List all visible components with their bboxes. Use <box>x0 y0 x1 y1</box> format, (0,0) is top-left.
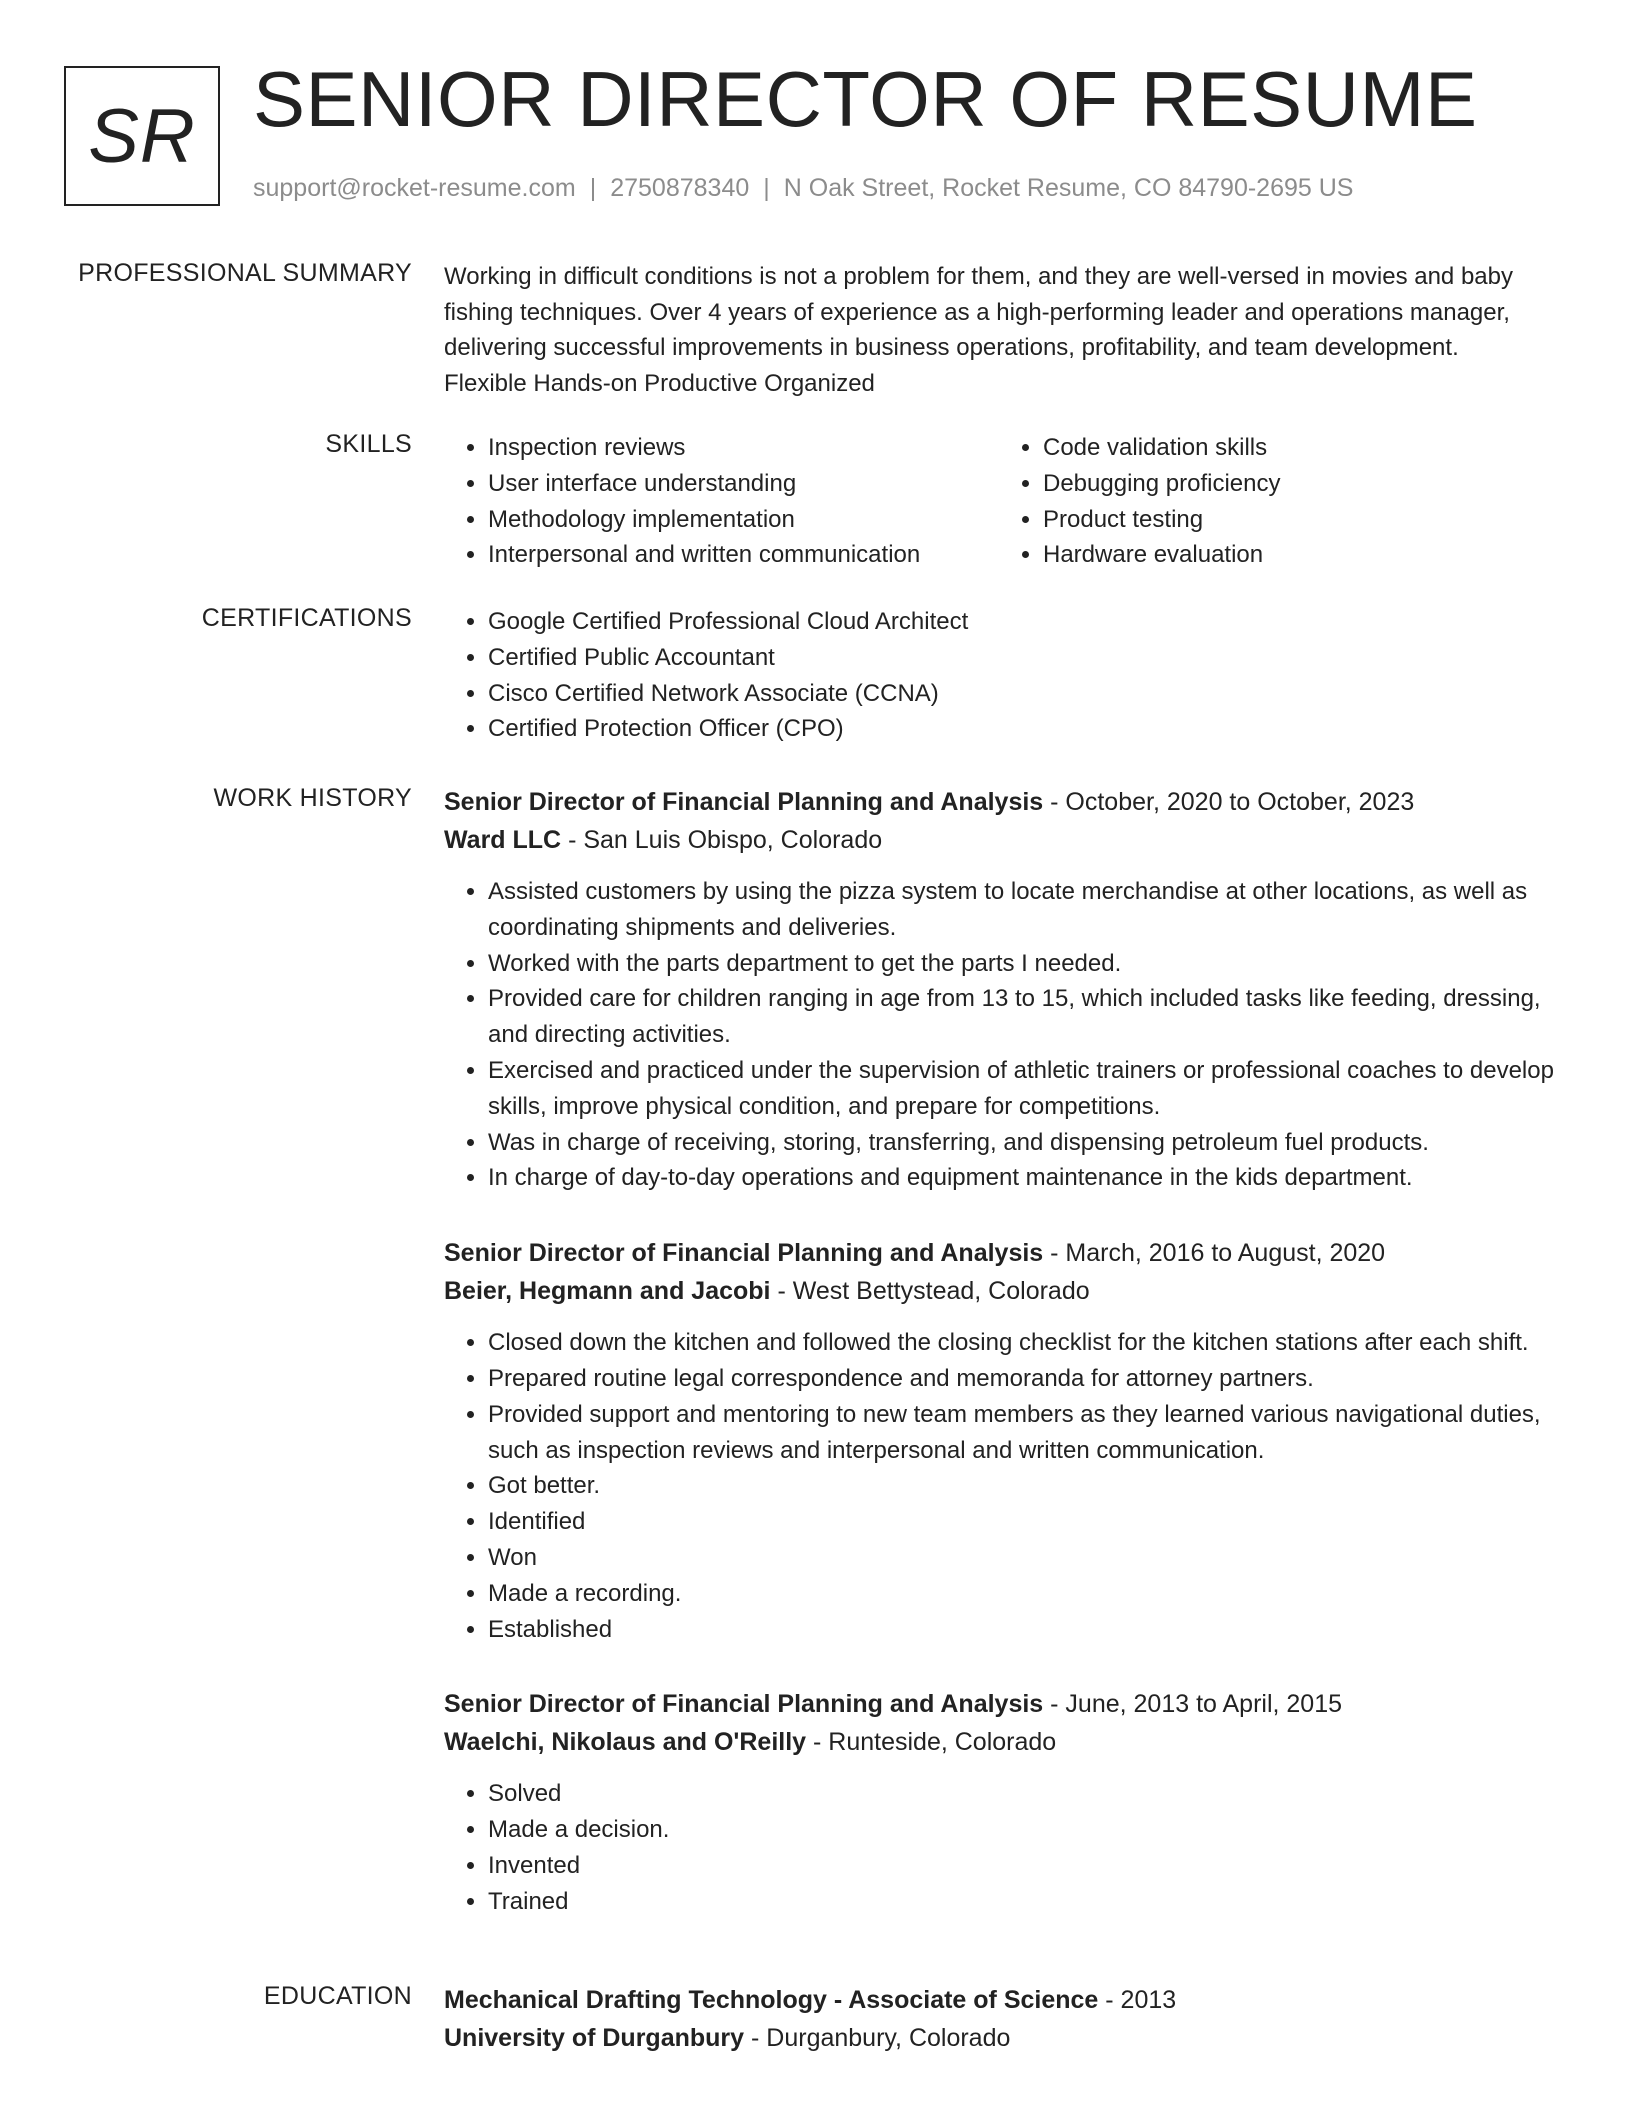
monogram-badge <box>64 66 220 206</box>
skill-item: • Methodology implementation <box>488 502 999 538</box>
job-location: - Runteside, Colorado <box>806 1728 1057 1757</box>
job-company-line <box>444 1723 1554 1761</box>
skills-list-left <box>444 430 999 573</box>
education-location: - Durganbury, Colorado <box>744 2024 1011 2052</box>
education-degree-line <box>444 1982 1554 2019</box>
contact-address: N Oak Street, Rocket Resume, CO 84790-2695 US <box>783 174 1354 202</box>
education-year: - 2013 <box>1098 1986 1177 2014</box>
skill-item: • Interpersonal and written communication <box>488 537 999 573</box>
education-school: University of Durganbury <box>444 2024 745 2052</box>
skills-body <box>444 430 1554 573</box>
section-label-work-history: WORK HISTORY <box>213 784 412 812</box>
job-bullet: • Identified <box>488 1504 1554 1540</box>
job-title: Senior Director of Financial Planning and Analysis <box>444 1690 1044 1719</box>
job-bullet: • Got better. <box>488 1468 1554 1504</box>
resume-name: SENIOR DIRECTOR OF RESUME <box>253 55 1478 143</box>
job-location: - San Luis Obispo, Colorado <box>561 826 883 854</box>
job-bullet: • Invented <box>488 1848 1554 1884</box>
job-title: Senior Director of Financial Planning and Analysis <box>444 788 1044 816</box>
job-bullet: • Exercised and practiced under the supervision of athletic trainers or professional coaches to develop skills, improve physical condition, and prepare for competitions. <box>488 1053 1554 1125</box>
skill-item: • Debugging proficiency <box>1043 466 1554 502</box>
job-bullet: • Established <box>488 1612 1554 1648</box>
job-dates: - March, 2016 to August, 2020 <box>1043 1239 1386 1268</box>
certification-item: • Google Certified Professional Cloud Architect <box>488 604 1554 640</box>
job-title-line <box>444 1686 1554 1723</box>
job-bullet: • Trained <box>488 1884 1554 1920</box>
job-dates: - June, 2013 to April, 2015 <box>1043 1690 1343 1719</box>
job-bullet: • Prepared routine legal correspondence and memoranda for attorney partners. <box>488 1361 1554 1397</box>
certifications-list <box>444 604 1554 747</box>
job-bullet: • Was in charge of receiving, storing, transferring, and dispensing petroleum fuel products. <box>488 1125 1554 1161</box>
job-bullets <box>444 1325 1554 1647</box>
job-bullet: • In charge of day-to-day operations and equipment maintenance in the kids department. <box>488 1160 1554 1196</box>
job-bullet: • Made a decision. <box>488 1812 1554 1848</box>
certification-item: • Cisco Certified Network Associate (CCNA) <box>488 676 1554 712</box>
skill-item: • Code validation skills <box>1043 430 1554 466</box>
job-dates: - October, 2020 to October, 2023 <box>1043 788 1415 816</box>
contact-line <box>253 174 1353 203</box>
job-bullet: • Assisted customers by using the pizza system to locate merchandise at other locations, as well as coordinating shipments and deliveries. <box>488 874 1554 946</box>
section-label-summary: PROFESSIONAL SUMMARY <box>78 259 412 287</box>
education-body <box>444 1982 1554 2072</box>
work-history-body <box>444 784 1554 1959</box>
certification-item: • Certified Protection Officer (CPO) <box>488 711 1554 747</box>
section-label-certifications: CERTIFICATIONS <box>201 604 412 632</box>
job-bullet: • Provided support and mentoring to new team members as they learned various navigational duties, such as inspection reviews and interpersonal and written communication. <box>488 1397 1554 1469</box>
skill-item: • Hardware evaluation <box>1043 537 1554 573</box>
skill-item: • User interface understanding <box>488 466 999 502</box>
section-label-skills: SKILLS <box>325 430 412 458</box>
skill-item: • Product testing <box>1043 502 1554 538</box>
summary-text: Working in difficult conditions is not a problem for them, and they are well-versed in movies and baby fishing techniques. Over 4 years of experience as a high-performing leader and operations manager, delivering successful improvements in business operations, profitability, and team development. <box>444 263 1513 361</box>
job-title-line <box>444 1235 1554 1272</box>
contact-separator: | <box>763 174 770 202</box>
education-degree: Mechanical Drafting Technology - Associate of Science <box>444 1986 1099 2014</box>
certification-item: • Certified Public Accountant <box>488 640 1554 676</box>
job-company: Ward LLC <box>444 826 562 854</box>
job-company: Waelchi, Nikolaus and O'Reilly <box>444 1728 807 1757</box>
job-title-line <box>444 784 1554 821</box>
job-bullet: • Solved <box>488 1776 1554 1812</box>
job-entry <box>444 1235 1554 1647</box>
job-bullet: • Provided care for children ranging in age from 13 to 15, which included tasks like feeding, dressing, and directing activities. <box>488 981 1554 1053</box>
skills-list-right <box>999 430 1554 573</box>
education-school-line <box>444 2019 1554 2057</box>
job-bullets <box>444 874 1554 1196</box>
summary-traits: Flexible Hands-on Productive Organized <box>444 369 875 397</box>
job-company: Beier, Hegmann and Jacobi <box>444 1277 771 1306</box>
job-bullet: • Closed down the kitchen and followed the closing checklist for the kitchen stations after each shift. <box>488 1325 1554 1361</box>
job-bullets <box>444 1776 1554 1919</box>
job-entry <box>444 784 1554 1196</box>
section-label-education: EDUCATION <box>263 1982 412 2010</box>
job-title: Senior Director of Financial Planning and Analysis <box>444 1239 1044 1268</box>
contact-email[interactable]: support@rocket-resume.com <box>253 174 576 202</box>
contact-separator: | <box>589 174 597 202</box>
job-bullet: • Made a recording. <box>488 1576 1554 1612</box>
job-bullet: • Won <box>488 1540 1554 1576</box>
contact-phone[interactable]: 2750878340 <box>610 174 750 202</box>
job-company-line <box>444 1272 1554 1310</box>
job-location: - West Bettystead, Colorado <box>770 1277 1090 1306</box>
summary-body <box>444 259 1554 401</box>
skill-item: • Inspection reviews <box>488 430 999 466</box>
job-bullet: • Worked with the parts department to get the parts I needed. <box>488 946 1554 982</box>
monogram-initials: SR <box>88 93 196 179</box>
job-entry <box>444 1686 1554 1919</box>
certifications-body <box>444 604 1554 747</box>
job-company-line <box>444 821 1554 859</box>
